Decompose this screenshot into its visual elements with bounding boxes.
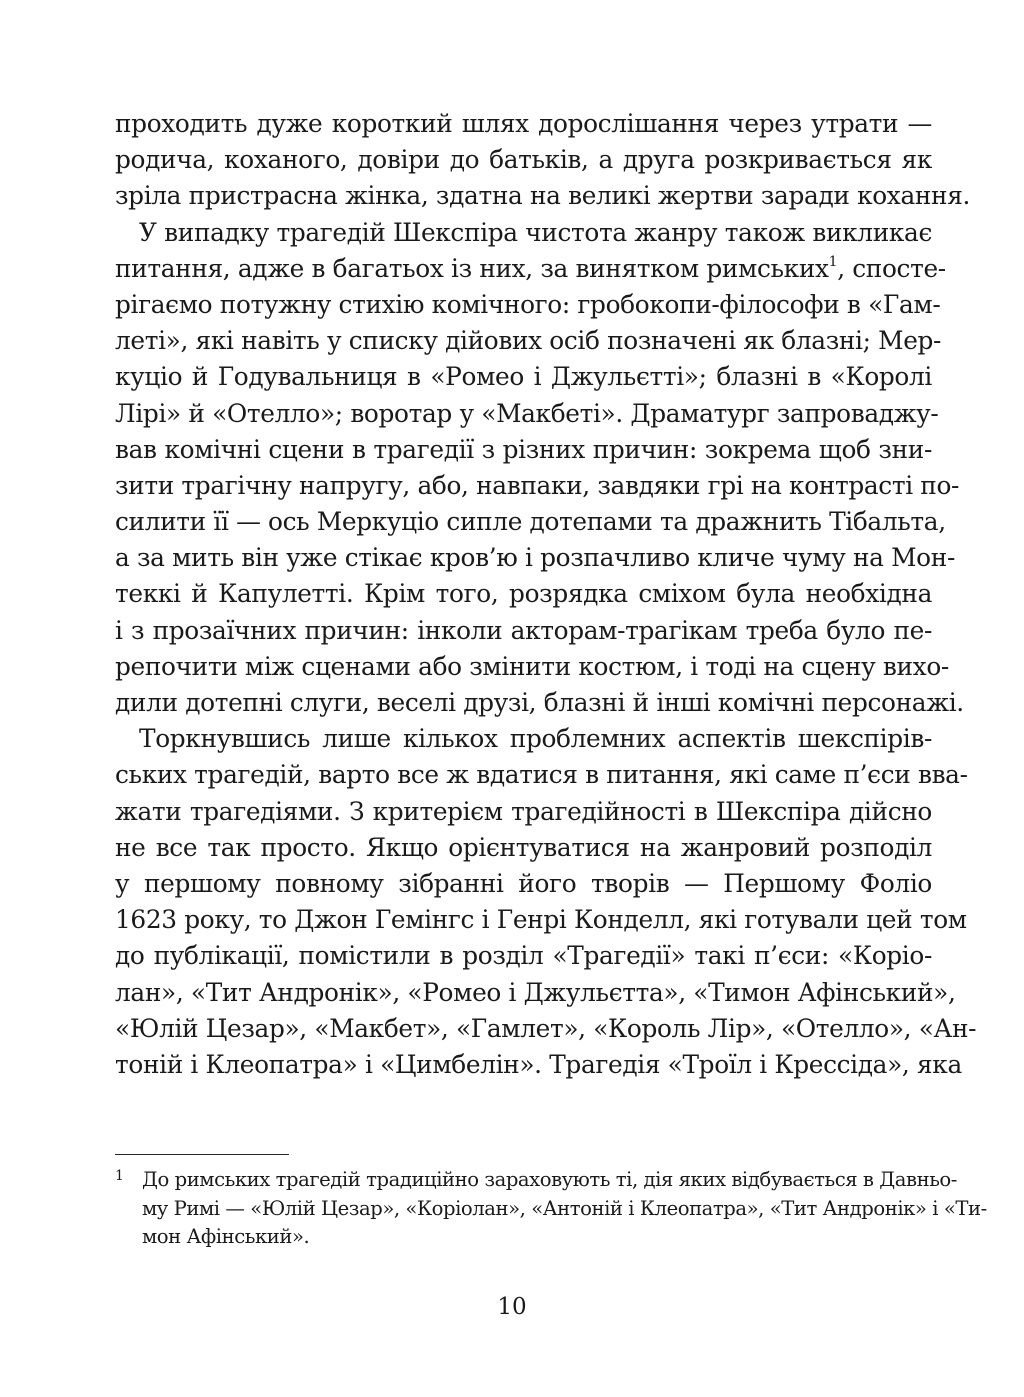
text-line: силити її — ось Меркуціо сипле дотепами та дражнить Тібальта, [115, 507, 946, 537]
page-number: 10 [497, 1294, 527, 1320]
footnote-line [115, 1166, 957, 1195]
footnote-line: му Римі — «Юлій Цезар», «Коріолан», «Антоній і Клеопатра», «Тит Андронік» і «Ти- [142, 1196, 987, 1220]
text-line: а за мить він уже стікає кров’ю і розпачливо кличе чуму на Мон- [115, 543, 955, 573]
text-line: тоній і Клеопатра» і «Цимбелін». Трагедія «Троїл і Крессіда», яка [115, 1049, 962, 1079]
text-line: куціо й Годувальниця в «Ромео і Джульєтті»; блазні в «Королі [115, 362, 932, 392]
text-line: Лірі» й «Отелло»; воротар у «Макбеті». Драматург запроваджу- [115, 398, 939, 428]
text-line-with-footnote [115, 251, 946, 287]
footnote-line: мон Афінський». [142, 1225, 310, 1248]
footnote-divider [115, 1154, 289, 1155]
footnote [115, 1166, 987, 1252]
text-line: 1623 року, то Джон Гемінгс і Генрі Конделл, які готували цей том [115, 905, 967, 935]
text-line: Торкнувшись лише кількох проблемних аспектів шекспірів- [139, 724, 932, 754]
text-fragment: питання, адже в багатьох із них, за винятком римських [115, 253, 829, 283]
footnote-reference: 1 [828, 253, 838, 270]
text-line: проходить дуже короткий шлях дорослішання через утрати — [115, 109, 932, 138]
text-line: у першому повному зібранні його творів — Першому Фоліо [115, 868, 932, 898]
text-line: репочити між сценами або змінити костюм, і тоді на сцену вихо- [115, 651, 949, 681]
text-line: зріла пристрасна жінка, здатна на великі жертви заради кохання. [115, 181, 971, 211]
text-line: дили дотепні слуги, веселі друзі, блазні й інші комічні персонажі. [115, 688, 964, 717]
text-line: жати трагедіями. З критерієм трагедійності в Шекспіра дійсно [115, 796, 932, 826]
main-text [115, 106, 977, 1083]
text-line: теккі й Капулетті. Крім того, розрядка сміхом була необхідна [115, 579, 932, 609]
text-line: вав комічні сцени в трагедії з різних причин: зокрема щоб зни- [115, 434, 932, 464]
footnote-marker: 1 [115, 1168, 124, 1184]
text-line: рігаємо потужну стихію комічного: гробокопи-філософи в «Гам- [115, 289, 941, 319]
text-line: і з прозаїчних причин: інколи акторам-трагікам треба було пе- [115, 615, 932, 645]
footnote-text: До римських трагедій традиційно зараховують ті, дія яких відбувається в Давньо- [142, 1168, 957, 1191]
text-fragment: , споcте- [837, 253, 946, 283]
text-line: родича, коханого, довіри до батьків, а друга розкривається як [115, 145, 932, 175]
text-line: не все так просто. Якщо орієнтуватися на жанровий розподіл [115, 832, 932, 862]
text-line: зити трагічну напругу, або, навпаки, завдяки грі на контрасті по- [115, 470, 960, 500]
text-line: ських трагедій, варто все ж вдатися в питання, які саме п’єси вва- [115, 760, 968, 790]
text-line: лан», «Тит Андронік», «Ромео і Джульєтта», «Тимон Афінський», [115, 977, 956, 1007]
text-line: до публікації, помістили в розділ «Трагедії» такі п’єси: «Коріо- [115, 941, 932, 971]
text-line: леті», які навіть у списку дійових осіб позначені як блазні; Мер- [115, 326, 942, 356]
text-line: У випадку трагедій Шекспіра чистота жанру також викликає [139, 217, 932, 247]
text-line: «Юлій Цезар», «Макбет», «Гамлет», «Король Лір», «Отелло», «Ан- [115, 1013, 977, 1043]
